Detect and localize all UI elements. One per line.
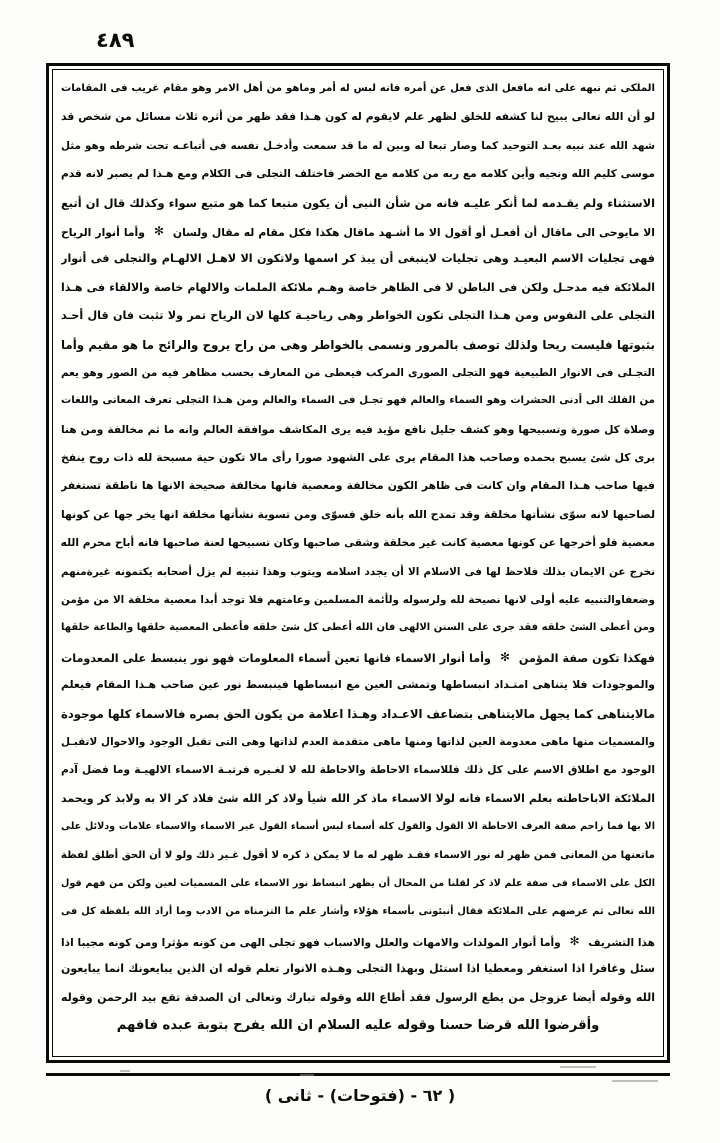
text-segment: التجلى على النفوس ومن هـذا التجلى تكون الخواطر وهى رياحيـة كلها لان الرياح تمر ولا تثبت فان قال أحـد: [61, 309, 655, 323]
text-line: [61, 472, 655, 500]
text-line: [61, 927, 655, 955]
scan-speck: [300, 1074, 314, 1076]
text-segment: الملكى ثم نبهه على انه مافعل الذى فعل عن أمره فانه لبس له أمر وماهو من أهل الامر وهو مقام غريب فى المقامات: [61, 83, 655, 94]
footer-signature: ( ٦٢ - (فتوحات) - ثانى ): [264, 1086, 456, 1105]
text-segment: معصية فلو أخرجها عن كونها معصية كانت غير مخلقة وشقى صاحبها وكان تسبيحها لعنة صاحبها فانه أباح محرم الله: [61, 537, 655, 550]
text-segment: شهد الله عند نبيه بعـد التوحيد كما وصار تبعا له وبين له ما قد سمعت وأدخـل نفسه فى أتباعـه تحت شرطه وهو مثل: [61, 139, 655, 152]
text-line: [61, 984, 655, 1012]
page-number: ٤٨٩: [96, 28, 135, 52]
text-frame-border: [46, 63, 670, 1063]
text-segment: وضعفاوالتنبيه عليه أولى لانها نصيحة لله ولرسوله ولأئمة المسلمين وعامتهم فلا توجد أبدا معصية مخلقة الا من مؤمن: [61, 594, 655, 607]
text-segment: ومن أعطى الشئ خلقه فقد جرى على السنن الالهى فان الله أعطى كل شئ خلقه فأعطى المعصية خلقها والطاعة خلقها: [61, 622, 655, 634]
text-segment: والمسميات منها ماهى معدومة العين لذاتها ومنها ماهى متقدمة العدم لذاتها وهى التى تقبل الوجود والاحوال لاتقبـل: [61, 735, 655, 748]
text-line: [61, 529, 655, 557]
text-segment: وأقرضوا الله قرضا حسنا وقوله عليه السلام ان الله يفرح بتوبة عبده فافهم: [116, 1017, 600, 1033]
text-line: [61, 274, 655, 302]
text-line: [61, 728, 655, 756]
text-segment: من الفلك الى أدنى الحشرات وهو السماء والعالم فهو تجـل فى السماء والعالم ومن هـذا التجلى تعرف المعانى واللغات: [61, 395, 655, 407]
text-segment: هذا التشريف: [584, 936, 655, 949]
text-line: [61, 643, 655, 671]
text-segment: الله تعالى ثم عرضهم على الملائكة فقال أنبئونى بأسماء هؤلاء وأشار علم ما التزمناه من الادب وما أراد الله بلفظة كل فى: [61, 906, 655, 918]
text-line: [61, 302, 655, 330]
text-line: [61, 132, 655, 160]
footer-rule: [46, 1073, 670, 1076]
text-segment: الا بها فما زاحم صفة العرف الاحاطة الا القول والقول كله أسماء لبس أسماء القول غير الاسماء والاسماء علامات ودلائل على: [61, 821, 655, 833]
text-line: [61, 245, 655, 273]
text-segment: الوجود مع اطلاق الاسم على كل ذلك فللاسماء الاحاطة والاحاطة لله لا لغـيره فرتبـة الاسماء الالهيـة وما فضل آدم: [61, 764, 655, 777]
text-segment: التجـلى فى الانوار الطبيعية فهو التجلى الصورى المركب فيعطى من المعارف بحسب مظاهر فيه من الصور وهو يعم: [61, 366, 655, 379]
text-line: [61, 160, 655, 188]
text-line: [61, 75, 655, 103]
text-segment: الكل على الاسماء فى صفة علم لاذ كر لقلنا من المحال أن يظهر انبساط نور الاسماء على المسميات لعين ولكن من فهم قول: [61, 877, 655, 889]
text-segment: برى كل شئ يسبح بحمده وصاحب هذا المقام يرى على الشهود صورا رأى مالا تكون حية مسبحة لله ذات روح ينفخ: [61, 451, 655, 465]
text-segment: مالايتناهى كما يجهل مالايتناهى بتضاعف الاعـداد وهـذا اعلامة من يكون الحق بصره فالاسماء كلها موجودة: [61, 706, 655, 721]
text-segment: سئل وغافرا اذا استغفر ومعطيا اذا استئل وبهذا التجلى وهـذه الانوار تعلم قوله ان الذين يبايعونك انما يبايعون: [61, 962, 655, 976]
text-line: [61, 898, 655, 926]
text-line: [61, 955, 655, 983]
text-line: [61, 501, 655, 529]
text-segment: بثبوتها فليست ريحا ولذلك توصف بالمرور ونسمى بالخواطر وهى من راح يروح والرائح ما هو مقيم وأما: [61, 337, 655, 352]
text-line: [61, 103, 655, 131]
section-separator-icon: ✻: [569, 933, 580, 948]
text-segment: لو أن الله تعالى يبيح لنا كشفه للخلق لظهر علم لايقوم له كون هـذا فقد ظهر من أثره ثلاث مسائل من شخص قد: [61, 110, 655, 124]
text-segment: الا مايوحى الى ماقال أن أفعـل أو أقول الا ما أشـهد ماقال هكذا فكل مقام له مقال ولسان: [168, 225, 655, 239]
section-separator-icon: ✻: [153, 223, 164, 238]
text-line: [61, 614, 655, 642]
text-segment: موسى كليم الله ونجيه وأين كلامه مع ربه من كلامه مع الخضر فاختلف التجلى فى الكلام ومع هـذا لم يصبر لانه قدم: [61, 168, 655, 181]
text-line: [61, 785, 655, 813]
text-segment: ماتعنها من المعانى فمن ظهر له نور الاسماء فقـد ظهر له ما لا يمكن ذ كره لا أقول غـير ذلك ولو لا أن الحق أطلق لفظة: [61, 849, 655, 861]
text-line: [61, 359, 655, 387]
text-segment: والموجودات فلا يتناهى امتـداد انبساطها وتمشى العين مع انبساطها فينبسط نور عين صاحب هـذا المقام فيعلم: [61, 678, 655, 692]
text-line: [61, 558, 655, 586]
text-line: [61, 387, 655, 415]
scan-speck: [612, 1080, 658, 1082]
text-line: [61, 189, 655, 217]
scan-speck: [560, 1066, 596, 1068]
text-segment: وأما أنوار المولدات والامهات والعلل والاسباب فهو تجلى الهى من كونه مؤثرا ومن كونه مجيبا اذا: [61, 936, 565, 949]
text-line: [61, 813, 655, 841]
text-line: [61, 444, 655, 472]
section-separator-icon: ✻: [500, 649, 510, 664]
text-segment: الملائكة فيه مدحـل ولكن فى الباطن لا فى الظاهر خاصة وهـم ملائكة الملمات والالهام خاصة والالقاء فى هـذا: [61, 280, 655, 294]
text-line: [61, 1012, 655, 1040]
text-segment: الله وقوله أيضا عزوجل من يطع الرسول فقد أطاع الله وقوله تبارك وتعالى ان الصدقة تقع بيد الرحمن وقوله: [61, 990, 655, 1004]
text-segment: نخرج عن الايمان بذلك فلاحظ لها فى الاسلام الا أن يجدد اسلامه ويتوب وهذا تنبيه لم يزل أصحابه يكتمونه غيرةمنهم: [61, 565, 655, 578]
text-line: [61, 331, 655, 359]
text-segment: الاستثناء ولم يقـدمه لما أنكر عليـه فانه من شأن النبى أن يكون متبعا كما هو متبع سواء وكذلك قال ان أتبع: [61, 195, 655, 210]
text-segment: الملائكة الاباحاطته بعلم الاسماء فانه لولا الاسماء ماذ كر الله شيأ ولاذ كر الله شئ فلاذ كر الا به ولابذ كر ويحمد: [61, 791, 655, 805]
text-line: [61, 671, 655, 699]
text-line: [61, 870, 655, 898]
text-line: [61, 700, 655, 728]
text-segment: وصلاة كل صورة وتسبيحها وهو كشف جليل نافع مؤيد فيه يرى المكاشف موافقة العالم وانه ما ثم مخالفة ومن هنا: [61, 423, 655, 436]
scan-speck: [120, 1070, 130, 1072]
text-line: [61, 842, 655, 870]
text-line: [61, 756, 655, 784]
page-text-body: [61, 75, 655, 1052]
text-line: [61, 217, 655, 245]
text-segment: فهكذا تكون صفة المؤمن: [514, 651, 655, 665]
text-segment: لصاحبها لانه سوّى نشأتها مخلقة وقد تمدح الله بأنه خلق فسوّى ومن تسوية نشأتها مخلقة انها يخر جها عن كونها: [61, 507, 655, 521]
text-line: [61, 586, 655, 614]
text-segment: وأما أنوار الرياح: [61, 225, 149, 239]
text-segment: وأما أنوار الاسماء فانها تعين أسماء المعلومات فهو نور ينبسط على المعدومات: [61, 651, 496, 665]
text-line: [61, 416, 655, 444]
text-segment: فيها صاحب هـذا المقام وان كانت فى ظاهر الكون مخالفة ومعصية فانها مخالفة صحيحة الانها ها ناطقة تستغفر: [61, 479, 655, 493]
text-segment: فهى تجليات الاسم البعيـد وهى تجليات لاينبغى أن يبذ كر اسمها ولاتكون الا لاهـل الالهـام والتجلى فى أنوار: [61, 252, 655, 266]
